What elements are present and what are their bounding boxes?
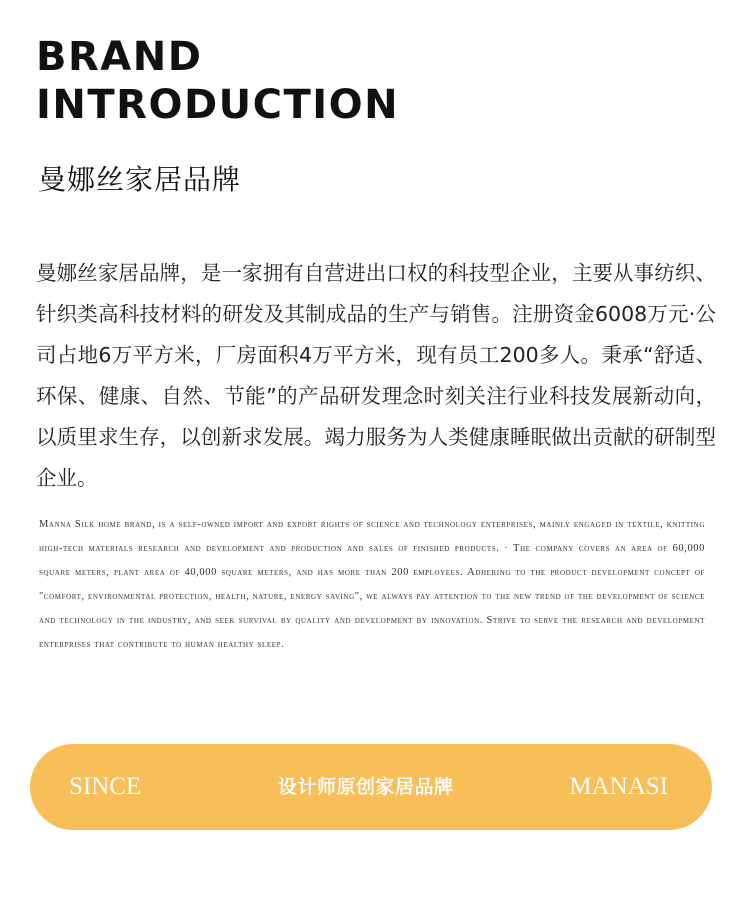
banner-slogan: 设计师原创家居品牌 bbox=[278, 776, 454, 798]
brand-introduction-heading bbox=[36, 33, 399, 129]
description-english: Manna Silk home brand, is a self-owned import and export rights of science and technology enterprises, mainly engaged in textile, knitting high-tech materials research and development and production and sales of finished products. · The company covers an area of 60,000 square meters, plant area of 40,000 square meters, and has more than 200 employees. Adhering to the product development concept of "comfort, environmental protection, health, nature, energy saving", we always pay attention to the new trend of the development of science and technology in the industry, and seek survival by quality and development by innovation. Strive to serve the research and development enterprises that contribute to human healthy sleep. bbox=[39, 519, 705, 650]
description-chinese: 曼娜丝家居品牌，是一家拥有自营进出口权的科技型企业，主要从事纺织、针织类高科技材料的研发及其制成品的生产与销售。注册资金6008万元·公司占地6万平方米，厂房面积4万平方米，现有员工200多人。秉承“舒适、环保、健康、自然、节能”的产品研发理念时刻关注行业科技发展新动向，以质里求生存，以创新求发展。竭力服务为人类健康睡眠做出贡献的研制型企业。 bbox=[36, 261, 716, 490]
banner-brand-name: MANASI bbox=[569, 773, 668, 800]
heading-line-brand: BRAND bbox=[36, 34, 203, 80]
brand-subtitle: 曼娜丝家居品牌 bbox=[38, 163, 242, 196]
brand-banner bbox=[30, 744, 712, 830]
heading-line-introduction: INTRODUCTION bbox=[36, 82, 400, 128]
banner-since-label: SINCE bbox=[69, 773, 142, 800]
